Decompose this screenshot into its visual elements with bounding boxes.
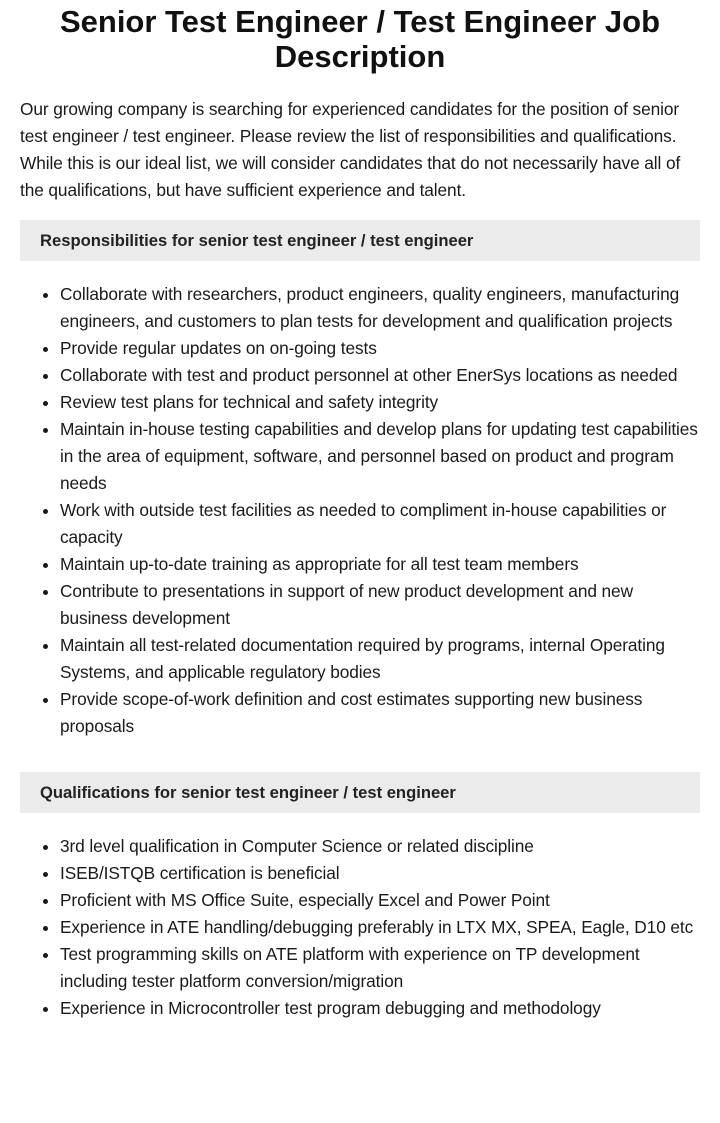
list-item: • Maintain in-house testing capabilities and develop plans for updating test capabilities in the area of equipment, software, and personnel based on product and program needs	[60, 416, 700, 497]
list-item: • Provide scope-of-work definition and cost estimates supporting new business proposals	[60, 686, 700, 740]
list-item: • Collaborate with test and product personnel at other EnerSys locations as needed	[60, 362, 700, 389]
list-item: • Test programming skills on ATE platform with experience on TP development including tester platform conversion/migration	[60, 941, 700, 995]
responsibilities-heading: Responsibilities for senior test engineer / test engineer	[20, 220, 700, 261]
list-item: • Experience in Microcontroller test program debugging and methodology	[60, 995, 700, 1022]
intro-paragraph: Our growing company is searching for experienced candidates for the position of senior test engineer / test engineer. Please review the list of responsibilities and qualifications. While this is our ideal list, we will consider candidates that do not necessarily have all of the qualifications, but have sufficient experience and talent.	[20, 99, 681, 200]
list-item: • 3rd level qualification in Computer Science or related discipline	[60, 833, 700, 860]
list-item: • Experience in ATE handling/debugging preferably in LTX MX, SPEA, Eagle, D10 etc	[60, 914, 700, 941]
page-title: Senior Test Engineer / Test Engineer Job Description	[59, 4, 661, 74]
list-item: • ISEB/ISTQB certification is beneficial	[60, 860, 700, 887]
list-item: • Review test plans for technical and safety integrity	[60, 389, 700, 416]
qualifications-list	[20, 833, 700, 1022]
list-item: • Work with outside test facilities as needed to compliment in-house capabilities or capacity	[60, 497, 700, 551]
qualifications-heading: Qualifications for senior test engineer / test engineer	[20, 772, 700, 813]
list-item: • Provide regular updates on on-going tests	[60, 335, 700, 362]
responsibilities-list	[20, 281, 700, 740]
list-item: • Collaborate with researchers, product engineers, quality engineers, manufacturing engineers, and customers to plan tests for development and qualification projects	[60, 281, 700, 335]
list-item: • Contribute to presentations in support of new product development and new business development	[60, 578, 700, 632]
list-item: • Proficient with MS Office Suite, especially Excel and Power Point	[60, 887, 700, 914]
list-item: • Maintain all test-related documentation required by programs, internal Operating Systems, and applicable regulatory bodies	[60, 632, 700, 686]
job-description	[0, 4, 720, 1022]
list-item: • Maintain up-to-date training as appropriate for all test team members	[60, 551, 700, 578]
